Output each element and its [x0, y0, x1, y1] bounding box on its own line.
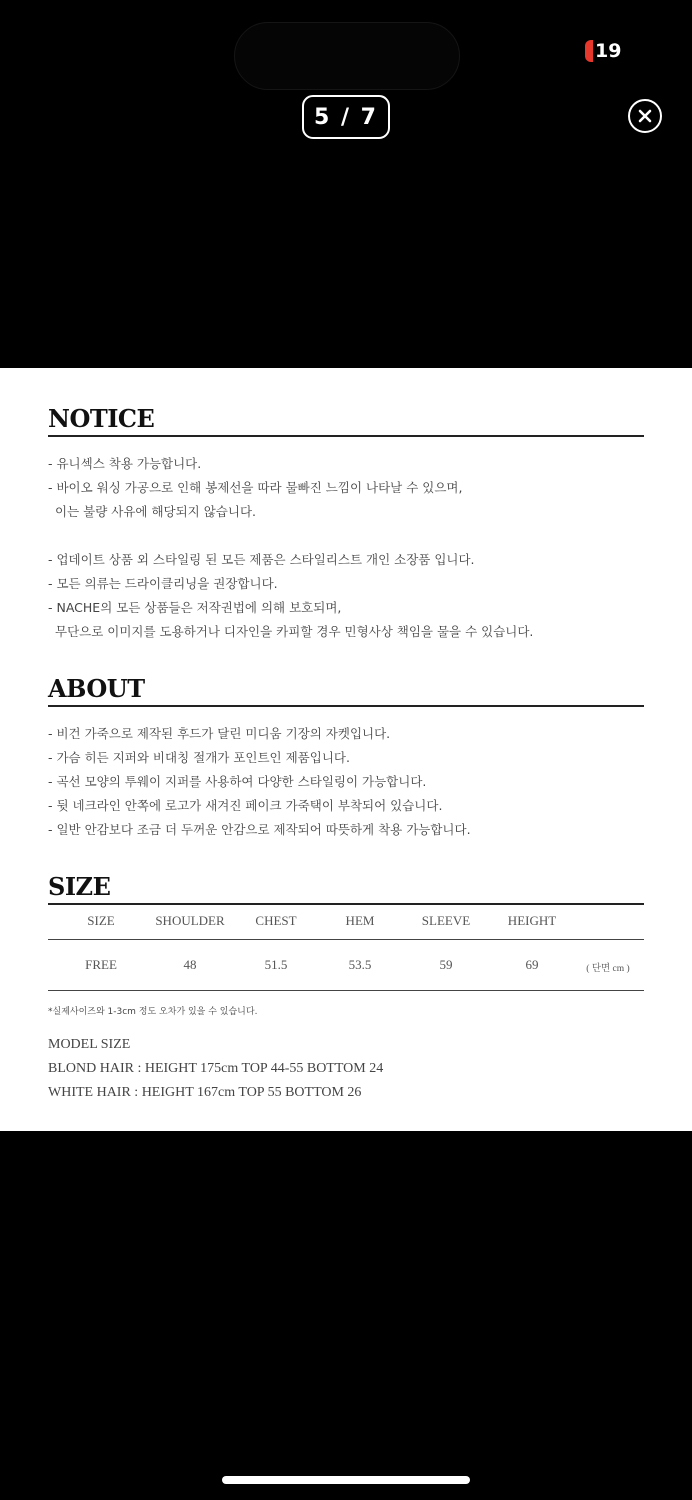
model-size-line: BLOND HAIR : HEIGHT 175cm TOP 44-55 BOTTOM 24 — [48, 1061, 384, 1076]
size-header-cell: HEIGHT — [507, 913, 557, 928]
size-header-cell: SLEEVE — [421, 913, 471, 928]
size-header-cell: SIZE — [87, 913, 115, 928]
size-value-cell: FREE — [85, 957, 117, 972]
battery-level: 19 — [595, 40, 622, 62]
size-header-cell: SHOULDER — [155, 913, 225, 928]
size-divider — [48, 903, 644, 905]
notice-line: - 모든 의류는 드라이클리닝을 권장합니다. — [48, 576, 278, 591]
size-table-header — [48, 913, 644, 933]
notice-line: 무단으로 이미지를 도용하거나 디자인을 카피할 경우 민형사상 책임을 물을 수 있습니다. — [55, 624, 534, 639]
battery-indicator — [585, 38, 621, 64]
size-note: *실제사이즈와 1-3cm 정도 오차가 있을 수 있습니다. — [48, 1007, 258, 1017]
about-title: ABOUT — [48, 674, 145, 703]
model-size-line: WHITE HAIR : HEIGHT 167cm TOP 55 BOTTOM 26 — [48, 1085, 362, 1100]
size-value-cell: 51.5 — [264, 957, 288, 972]
about-line: - 곡선 모양의 투웨이 지퍼를 사용하여 다양한 스타일링이 가능합니다. — [48, 774, 427, 789]
size-header-cell: HEM — [345, 913, 375, 928]
notice-line: - 유니섹스 착용 가능합니다. — [48, 456, 202, 471]
notice-line: 이는 불량 사유에 해당되지 않습니다. — [55, 504, 256, 519]
battery-icon — [585, 40, 593, 62]
size-value-cell: 48 — [183, 957, 197, 972]
about-line: - 일반 안감보다 조금 더 두꺼운 안감으로 제작되어 따뜻하게 착용 가능합니다. — [48, 822, 471, 837]
about-line: - 비건 가죽으로 제작된 후드가 달린 미디움 기장의 자켓입니다. — [48, 726, 391, 741]
size-value-cell: 53.5 — [348, 957, 372, 972]
size-value-cell: 59 — [439, 957, 453, 972]
size-table-rule — [48, 939, 644, 940]
close-button[interactable] — [628, 99, 662, 133]
size-table-row — [48, 957, 644, 977]
size-table-bottom-rule — [48, 990, 644, 991]
dynamic-island — [234, 22, 460, 90]
about-line: - 가슴 히든 지퍼와 비대칭 절개가 포인트인 제품입니다. — [48, 750, 350, 765]
image-counter: 5 / 7 — [302, 95, 390, 139]
notice-title: NOTICE — [48, 404, 155, 433]
about-divider — [48, 705, 644, 707]
notice-divider — [48, 435, 644, 437]
model-size-title: MODEL SIZE — [48, 1037, 131, 1052]
size-unit-label: ( 단면 cm ) — [586, 964, 630, 974]
product-detail-image — [0, 368, 692, 1131]
home-indicator[interactable] — [222, 1476, 470, 1484]
size-title: SIZE — [48, 872, 111, 901]
notice-line: - NACHE의 모든 상품들은 저작권법에 의해 보호되며, — [48, 600, 342, 615]
size-header-cell: CHEST — [255, 913, 297, 928]
size-value-cell: 69 — [525, 957, 539, 972]
notice-line: - 업데이트 상품 외 스타일링 된 모든 제품은 스타일리스트 개인 소장품 입니다. — [48, 552, 475, 567]
close-icon — [637, 108, 653, 124]
about-line: - 뒷 네크라인 안쪽에 로고가 새겨진 페이크 가죽택이 부착되어 있습니다. — [48, 798, 443, 813]
notice-line: - 바이오 워싱 가공으로 인해 봉제선을 따라 물빠진 느낌이 나타날 수 있으며, — [48, 480, 463, 495]
